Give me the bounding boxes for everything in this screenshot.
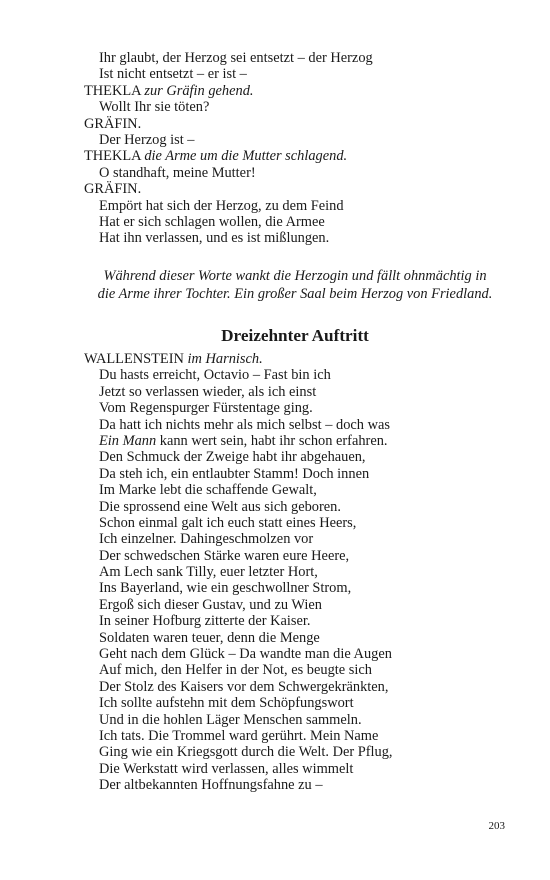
verse-line <box>84 499 393 515</box>
scene-heading: Dreizehnter Auftritt <box>221 326 369 345</box>
speaker-line <box>84 351 393 367</box>
text-span: O standhaft, meine Mutter! <box>99 164 256 181</box>
text-span: Der Herzog ist – <box>99 131 195 148</box>
stage-direction-line: Während dieser Worte wankt die Herzogin und fällt ohnmächtig in <box>103 268 487 284</box>
verse-line <box>84 695 393 711</box>
italic-text: Ein Mann <box>99 432 157 449</box>
verse-line <box>84 580 393 596</box>
verse-line <box>84 384 393 400</box>
text-span: Den Schmuck der Zweige habt ihr abgehauen, <box>99 449 366 466</box>
verse-line <box>84 613 393 629</box>
text-span: Geht nach dem Glück – Da wandte man die Augen <box>99 646 392 663</box>
verse-line <box>84 417 393 433</box>
text-span: Ich sollte aufstehn mit dem Schöpfungswort <box>99 695 354 712</box>
verse-line <box>84 214 373 230</box>
italic-text: im Harnisch. <box>187 351 263 367</box>
text-span: Da hatt ich nichts mehr als mich selbst – doch was <box>99 416 390 433</box>
text-span: Der schwedschen Stärke waren eure Heere, <box>99 547 350 564</box>
verse-line <box>84 728 393 744</box>
verse-line <box>84 597 393 613</box>
verse-line <box>84 66 373 82</box>
verse-line <box>84 400 393 416</box>
text-span: Ihr glaubt, der Herzog sei entsetzt – der Herzog <box>99 50 373 66</box>
text-span: Hat ihn verlassen, und es ist mißlungen. <box>99 230 330 247</box>
text-span: GRÄFIN. <box>84 115 142 132</box>
verse-line <box>84 99 373 115</box>
text-span: Jetzt so verlassen wieder, als ich einst <box>99 383 317 400</box>
text-span: Schon einmal galt ich euch statt eines Heers, <box>99 514 357 531</box>
speaker-line <box>84 116 373 132</box>
verse-line <box>84 531 393 547</box>
verse-line <box>84 679 393 695</box>
speaker-line <box>84 181 373 197</box>
verse-line <box>84 433 393 449</box>
text-span: Die Werkstatt wird verlassen, alles wimmelt <box>99 760 354 777</box>
text-span: Da steh ich, ein entlaubter Stamm! Doch innen <box>99 465 370 482</box>
text-span: Die sprossend eine Welt aus sich geboren. <box>99 498 341 515</box>
text-span: Hat er sich schlagen wollen, die Armee <box>99 213 325 230</box>
speaker-line <box>84 83 373 99</box>
verse-line <box>84 466 393 482</box>
verse-line <box>84 564 393 580</box>
italic-text: zur Gräfin gehend. <box>144 82 254 99</box>
verse-line <box>84 630 393 646</box>
verse-block-lower <box>84 351 393 794</box>
verse-line <box>84 165 373 181</box>
text-span: Am Lech sank Tilly, euer letzter Hort, <box>99 564 318 581</box>
verse-line <box>84 662 393 678</box>
text-span: In seiner Hofburg zitterte der Kaiser. <box>99 613 311 630</box>
text-span: Ergoß sich dieser Gustav, und zu Wien <box>99 596 322 613</box>
text-span: kann wert sein, habt ihr schon erfahren. <box>156 432 388 449</box>
text-span: GRÄFIN. <box>84 181 142 198</box>
verse-line <box>84 712 393 728</box>
text-span: Im Marke lebt die schaffende Gewalt, <box>99 482 317 499</box>
verse-line <box>84 449 393 465</box>
verse-line <box>84 482 393 498</box>
verse-line <box>84 777 393 793</box>
verse-line <box>84 367 393 383</box>
verse-line <box>84 548 393 564</box>
verse-line <box>84 230 373 246</box>
italic-text: die Arme um die Mutter schlagend. <box>144 148 348 165</box>
page-number: 203 <box>488 820 505 832</box>
text-span: THEKLA <box>84 148 145 165</box>
verse-line <box>84 761 393 777</box>
verse-line <box>84 132 373 148</box>
stage-direction <box>84 267 506 303</box>
verse-line <box>84 646 393 662</box>
speaker-line <box>84 148 373 164</box>
text-span: Der altbekannten Hoffnungsfahne zu – <box>99 777 323 794</box>
text-span: Ging wie ein Kriegsgott durch die Welt. Der Pflug, <box>99 744 393 761</box>
text-span: Du hasts erreicht, Octavio – Fast bin ich <box>99 367 331 384</box>
verse-line <box>84 744 393 760</box>
stage-direction-line: die Arme ihrer Tochter. Ein großer Saal beim Herzog von Friedland. <box>97 286 493 302</box>
text-span: Vom Regenspurger Fürstentage ging. <box>99 400 313 417</box>
verse-line <box>84 515 393 531</box>
verse-line <box>84 198 373 214</box>
text-span: Ich tats. Die Trommel ward gerührt. Mein Name <box>99 727 379 744</box>
text-span: Der Stolz des Kaisers vor dem Schwergekränkten, <box>99 678 389 695</box>
text-span: Ins Bayerland, wie ein geschwollner Strom, <box>99 580 352 597</box>
text-span: Empört hat sich der Herzog, zu dem Feind <box>99 197 344 214</box>
text-span: Wollt Ihr sie töten? <box>99 99 210 116</box>
text-span: Ich einzelner. Dahingeschmolzen vor <box>99 531 314 548</box>
text-span: THEKLA <box>84 82 145 99</box>
verse-line <box>84 50 373 66</box>
text-span: WALLENSTEIN <box>84 351 188 367</box>
text-span: Soldaten waren teuer, denn die Menge <box>99 629 320 646</box>
verse-block-upper <box>84 50 373 247</box>
text-span: Ist nicht entsetzt – er ist – <box>99 66 247 83</box>
text-span: Auf mich, den Helfer in der Not, es beugte sich <box>99 662 372 679</box>
text-span: Und in die hohlen Läger Menschen sammeln. <box>99 711 362 728</box>
